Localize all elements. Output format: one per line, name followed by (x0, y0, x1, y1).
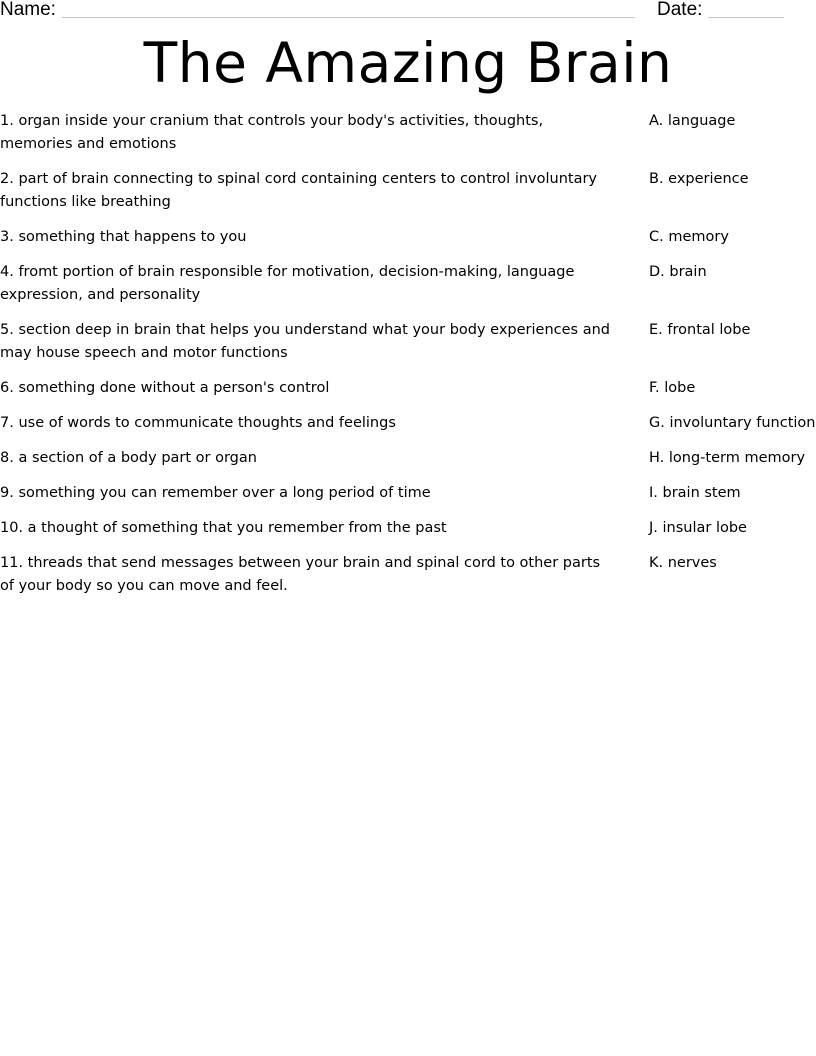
answer-option: G. involuntary function (649, 415, 816, 431)
answer-option: D. brain (649, 264, 707, 280)
answer-option: C. memory (649, 229, 729, 245)
clue-text: 3. something that happens to you (0, 229, 247, 245)
clue-text: 7. use of words to communicate thoughts and feelings (0, 415, 396, 431)
name-blank-line[interactable] (62, 17, 635, 18)
date-blank-line[interactable] (708, 17, 784, 18)
clue-text: 5. section deep in brain that helps you understand what your body experiences and may house speech and motor functions (0, 322, 610, 361)
matching-row-6 (0, 377, 816, 400)
matching-row-10 (0, 517, 816, 540)
matching-row-7 (0, 412, 816, 435)
clue-text: 10. a thought of something that you remember from the past (0, 520, 447, 536)
header (0, 0, 816, 24)
answer-option: A. language (649, 113, 736, 129)
answer-option: K. nerves (649, 555, 717, 571)
answer-option: I. brain stem (649, 485, 741, 501)
name-label: Name: (0, 0, 56, 20)
clue-text: 1. organ inside your cranium that controls your body's activities, thoughts, memories and emotions (0, 113, 544, 152)
clue-text: 11. threads that send messages between your brain and spinal cord to other parts of your body so you can move and feel. (0, 555, 601, 594)
matching-row-1 (0, 110, 816, 156)
matching-row-5 (0, 319, 816, 365)
clue-text: 8. a section of a body part or organ (0, 450, 257, 466)
answer-option: E. frontal lobe (649, 322, 751, 338)
matching-list (0, 110, 816, 610)
date-label: Date: (657, 0, 703, 20)
matching-row-2 (0, 168, 816, 214)
clue-text: 2. part of brain connecting to spinal cord containing centers to control involuntary functions like breathing (0, 171, 598, 210)
matching-row-8 (0, 447, 816, 470)
matching-row-11 (0, 552, 816, 598)
clue-text: 4. fromt portion of brain responsible for motivation, decision-making, language expression, and personality (0, 264, 575, 303)
answer-option: F. lobe (649, 380, 696, 396)
page-title: The Amazing Brain (143, 31, 673, 95)
matching-row-4 (0, 261, 816, 307)
answer-option: B. experience (649, 171, 749, 187)
clue-text: 9. something you can remember over a long period of time (0, 485, 431, 501)
matching-row-9 (0, 482, 816, 505)
answer-option: J. insular lobe (649, 520, 747, 536)
answer-option: H. long-term memory (649, 450, 806, 466)
matching-row-3 (0, 226, 816, 249)
clue-text: 6. something done without a person's control (0, 380, 330, 396)
